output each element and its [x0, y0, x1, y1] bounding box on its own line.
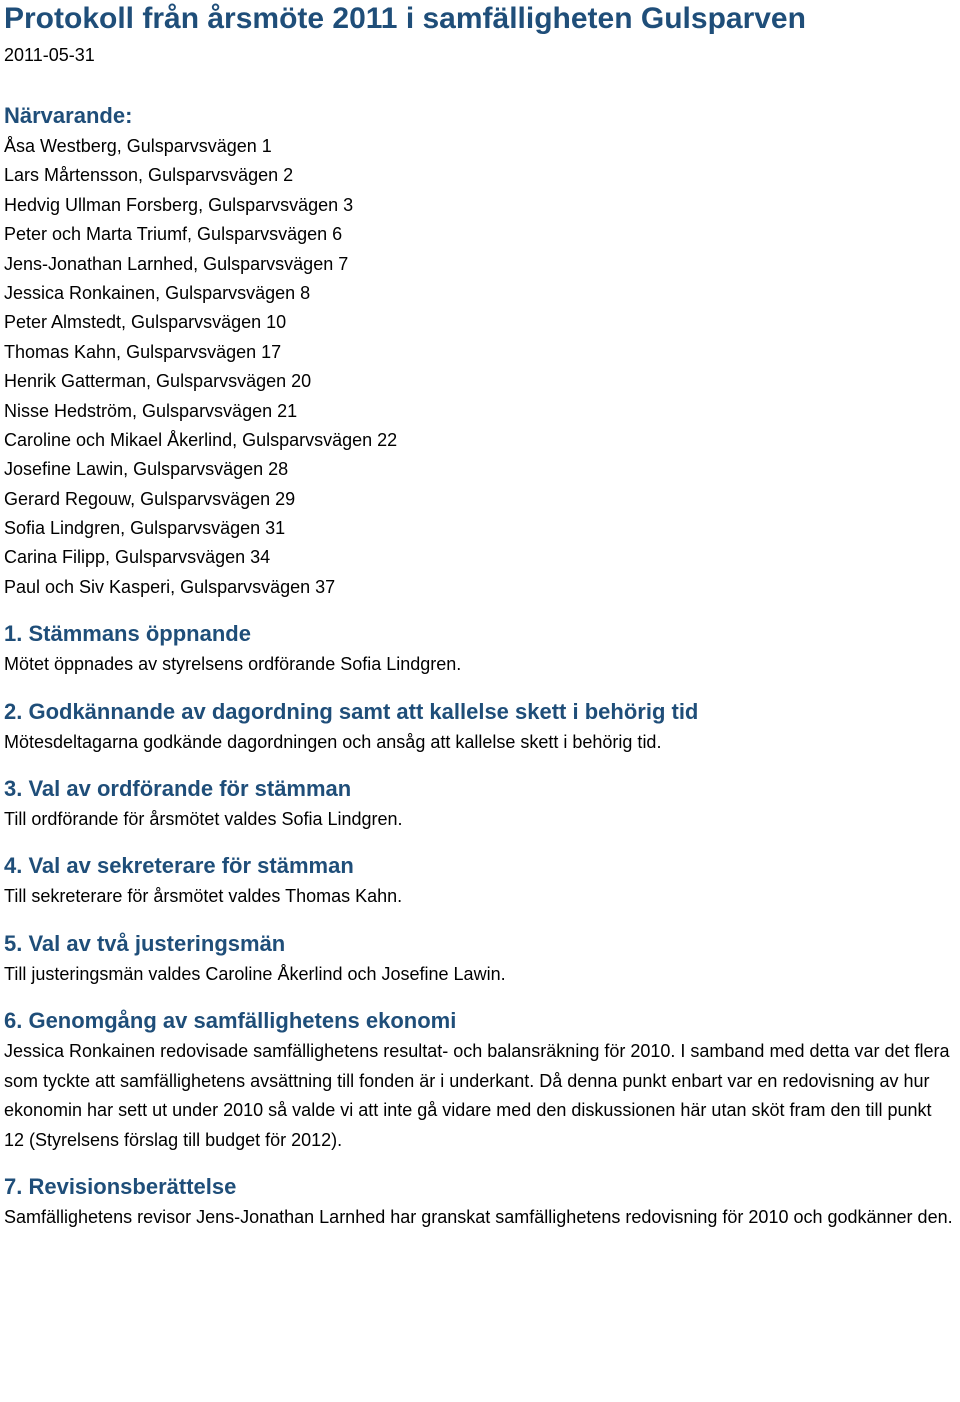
section-heading: 5. Val av två justeringsmän — [4, 930, 286, 956]
section-heading: 1. Stämmans öppnande — [4, 621, 251, 647]
section-body: Samfällighetens revisor Jens-Jonathan Larnhed har granskat samfällighetens redovisning för 2010 och godkänner den. — [4, 1206, 953, 1227]
agenda-item-6 — [4, 1005, 956, 1155]
attendee-item: Peter och Marta Triumf, Gulsparvsvägen 6 — [4, 224, 343, 245]
attendee-item: Jessica Ronkainen, Gulsparvsvägen 8 — [4, 282, 311, 303]
section-body: Till justeringsmän valdes Caroline Åkerlind och Josefine Lawin. — [4, 963, 506, 984]
attendee-item: Åsa Westberg, Gulsparvsvägen 1 — [4, 136, 272, 156]
agenda-item-1 — [4, 618, 956, 679]
document-title: Protokoll från årsmöte 2011 i samfälligheten Gulsparven — [4, 2, 806, 35]
attendees-heading: Närvarande: — [4, 103, 133, 128]
section-heading: 7. Revisionsberättelse — [4, 1173, 237, 1199]
attendee-item: Gerard Regouw, Gulsparvsvägen 29 — [4, 488, 296, 509]
section-body: Till sekreterare för årsmötet valdes Thomas Kahn. — [4, 886, 403, 907]
attendee-item: Josefine Lawin, Gulsparvsvägen 28 — [4, 459, 289, 480]
section-heading: 4. Val av sekreterare för stämman — [4, 853, 354, 879]
attendee-item: Sofia Lindgren, Gulsparvsvägen 31 — [4, 518, 286, 539]
section-heading: 3. Val av ordförande för stämman — [4, 776, 352, 802]
attendee-item: Henrik Gatterman, Gulsparvsvägen 20 — [4, 371, 312, 392]
section-heading: 6. Genomgång av samfällighetens ekonomi — [4, 1008, 457, 1034]
meeting-date: 2011-05-31 — [4, 45, 95, 65]
section-body: Mötesdeltagarna godkände dagordningen och ansåg att kallelse skett i behörig tid. — [4, 731, 662, 752]
attendee-item: Carina Filipp, Gulsparvsvägen 34 — [4, 547, 271, 568]
agenda-item-4 — [4, 850, 956, 911]
attendee-item: Lars Mårtensson, Gulsparvsvägen 2 — [4, 165, 294, 186]
attendee-item: Nisse Hedström, Gulsparvsvägen 21 — [4, 400, 298, 421]
agenda-item-7 — [4, 1171, 956, 1232]
attendee-item: Paul och Siv Kasperi, Gulsparvsvägen 37 — [4, 576, 336, 597]
attendee-item: Hedvig Ullman Forsberg, Gulsparvsvägen 3 — [4, 194, 354, 215]
section-body: Jessica Ronkainen redovisade samfällighetens resultat- och balansräkning för 2010. I samband med detta var det flera som tyckte att samfällighetens avsättning till fonden är i underkant. Då denna punkt enbart var en redovisning av hur ekonomin har sett ut under 2010 så valde vi att inte gå vidare med den diskussionen här utan sköt fram den till punkt 12 (Styrelsens förslag till budget för 2012). — [4, 1041, 950, 1150]
agenda-item-3 — [4, 773, 956, 834]
attendees-list — [4, 132, 956, 602]
document-page — [4, 0, 956, 1232]
section-body: Mötet öppnades av styrelsens ordförande Sofia Lindgren. — [4, 654, 462, 675]
agenda-item-2 — [4, 696, 956, 757]
section-heading: 2. Godkännande av dagordning samt att kallelse skett i behörig tid — [4, 698, 699, 724]
attendee-item: Peter Almstedt, Gulsparvsvägen 10 — [4, 312, 287, 333]
section-body: Till ordförande för årsmötet valdes Sofia Lindgren. — [4, 809, 403, 830]
attendee-item: Caroline och Mikael Åkerlind, Gulsparvsvägen 22 — [4, 429, 398, 450]
attendee-item: Jens-Jonathan Larnhed, Gulsparvsvägen 7 — [4, 253, 349, 274]
agenda-item-5 — [4, 928, 956, 989]
attendee-item: Thomas Kahn, Gulsparvsvägen 17 — [4, 341, 282, 362]
